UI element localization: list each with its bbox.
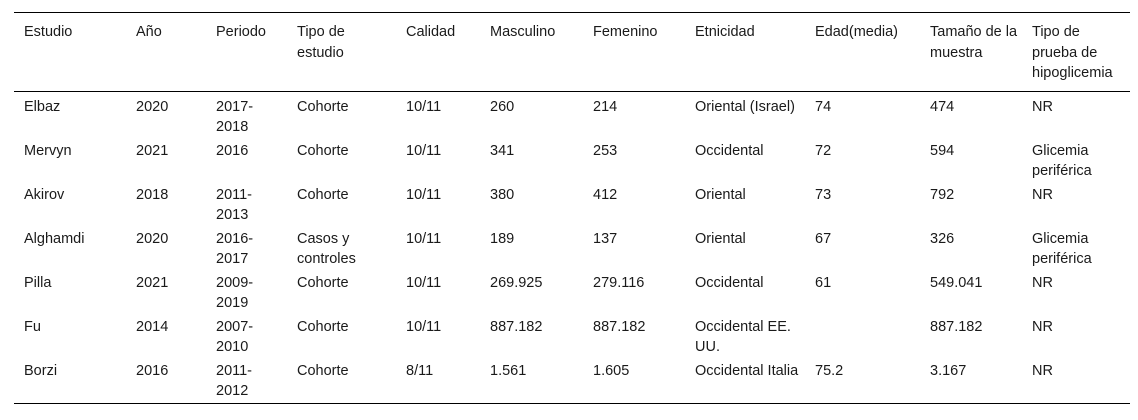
header-ano: Año bbox=[136, 24, 162, 40]
cell-estudio: Mervyn bbox=[24, 142, 72, 159]
cell-ano: 2018 bbox=[136, 186, 169, 203]
cell-ano: 2021 bbox=[136, 274, 169, 291]
cell-tipo-prueba: NR bbox=[1032, 274, 1053, 291]
cell-edad: 75.2 bbox=[815, 362, 844, 379]
cell-masculino: 269.925 bbox=[490, 274, 543, 291]
cell-edad: 61 bbox=[815, 274, 832, 291]
cell-femenino: 137 bbox=[593, 230, 618, 247]
cell-tipo-prueba: NR bbox=[1032, 318, 1053, 335]
cell-ano: 2014 bbox=[136, 318, 169, 335]
cell-tipo-estudio: Cohorte bbox=[297, 186, 349, 203]
table-row bbox=[14, 315, 1130, 359]
header-tipo-estudio: Tipo de estudio bbox=[297, 24, 345, 61]
cell-calidad: 8/11 bbox=[406, 362, 434, 379]
cell-estudio: Pilla bbox=[24, 274, 52, 291]
cell-ano: 2020 bbox=[136, 230, 169, 247]
cell-ano: 2021 bbox=[136, 142, 169, 159]
cell-etnicidad: Occidental bbox=[695, 274, 764, 291]
cell-femenino: 412 bbox=[593, 186, 618, 203]
cell-femenino: 214 bbox=[593, 98, 618, 115]
cell-tipo-prueba: Glicemia periférica bbox=[1032, 230, 1092, 267]
table-row bbox=[14, 227, 1130, 271]
cell-calidad: 10/11 bbox=[406, 142, 442, 159]
cell-tipo-estudio: Cohorte bbox=[297, 318, 349, 335]
cell-tipo-estudio: Cohorte bbox=[297, 142, 349, 159]
cell-periodo: 2007-2010 bbox=[216, 318, 254, 355]
cell-periodo: 2016-2017 bbox=[216, 230, 254, 267]
cell-masculino: 380 bbox=[490, 186, 515, 203]
header-femenino: Femenino bbox=[593, 24, 658, 40]
cell-masculino: 341 bbox=[490, 142, 515, 159]
cell-femenino: 253 bbox=[593, 142, 618, 159]
header-calidad: Calidad bbox=[406, 24, 456, 40]
cell-periodo: 2009-2019 bbox=[216, 274, 254, 311]
cell-calidad: 10/11 bbox=[406, 318, 442, 335]
cell-tamano-muestra: 887.182 bbox=[930, 318, 983, 335]
cell-femenino: 887.182 bbox=[593, 318, 646, 335]
cell-estudio: Borzi bbox=[24, 362, 58, 379]
cell-periodo: 2017-2018 bbox=[216, 98, 254, 135]
cell-tipo-prueba: NR bbox=[1032, 186, 1053, 203]
header-row bbox=[14, 13, 1130, 92]
cell-tipo-prueba: Glicemia periférica bbox=[1032, 142, 1092, 179]
cell-etnicidad: Occidental EE. UU. bbox=[695, 318, 791, 355]
table-row bbox=[14, 359, 1130, 404]
cell-etnicidad: Oriental bbox=[695, 230, 746, 247]
header-estudio: Estudio bbox=[24, 24, 73, 40]
cell-tamano-muestra: 792 bbox=[930, 186, 955, 203]
study-table-container bbox=[14, 12, 1130, 404]
cell-tamano-muestra: 3.167 bbox=[930, 362, 967, 379]
cell-etnicidad: Oriental bbox=[695, 186, 746, 203]
cell-masculino: 260 bbox=[490, 98, 515, 115]
cell-tamano-muestra: 326 bbox=[930, 230, 955, 247]
table-row bbox=[14, 139, 1130, 183]
cell-calidad: 10/11 bbox=[406, 98, 442, 115]
header-tipo-prueba: Tipo de prueba de hipoglicemia bbox=[1032, 24, 1113, 81]
cell-tipo-estudio: Cohorte bbox=[297, 362, 349, 379]
cell-periodo: 2016 bbox=[216, 142, 249, 159]
table-row bbox=[14, 271, 1130, 315]
cell-edad: 67 bbox=[815, 230, 832, 247]
cell-edad bbox=[805, 315, 920, 359]
cell-edad: 74 bbox=[815, 98, 832, 115]
cell-estudio: Alghamdi bbox=[24, 230, 85, 247]
cell-tipo-estudio: Casos y controles bbox=[297, 230, 356, 267]
header-tamano-muestra: Tamaño de la muestra bbox=[930, 24, 1018, 61]
header-masculino: Masculino bbox=[490, 24, 556, 40]
cell-periodo: 2011-2012 bbox=[216, 362, 253, 399]
cell-etnicidad: Occidental Italia bbox=[695, 362, 799, 379]
header-periodo: Periodo bbox=[216, 24, 266, 40]
cell-estudio: Akirov bbox=[24, 186, 65, 203]
table-row bbox=[14, 91, 1130, 139]
header-etnicidad: Etnicidad bbox=[695, 24, 755, 40]
cell-ano: 2016 bbox=[136, 362, 169, 379]
cell-tamano-muestra: 474 bbox=[930, 98, 955, 115]
cell-masculino: 887.182 bbox=[490, 318, 543, 335]
cell-masculino: 189 bbox=[490, 230, 515, 247]
cell-periodo: 2011-2013 bbox=[216, 186, 253, 223]
table-header bbox=[14, 13, 1130, 92]
cell-edad: 72 bbox=[815, 142, 832, 159]
study-table bbox=[14, 12, 1130, 404]
cell-calidad: 10/11 bbox=[406, 230, 442, 247]
cell-edad: 73 bbox=[815, 186, 832, 203]
cell-femenino: 279.116 bbox=[593, 274, 645, 291]
cell-estudio: Fu bbox=[24, 318, 41, 335]
cell-calidad: 10/11 bbox=[406, 186, 442, 203]
cell-etnicidad: Occidental bbox=[695, 142, 764, 159]
cell-tamano-muestra: 549.041 bbox=[930, 274, 983, 291]
cell-etnicidad: Oriental (Israel) bbox=[695, 98, 795, 115]
header-edad: Edad(media) bbox=[815, 24, 899, 40]
cell-tipo-prueba: NR bbox=[1032, 362, 1053, 379]
cell-tamano-muestra: 594 bbox=[930, 142, 955, 159]
cell-estudio: Elbaz bbox=[24, 98, 61, 115]
table-row bbox=[14, 183, 1130, 227]
cell-ano: 2020 bbox=[136, 98, 169, 115]
table-body bbox=[14, 91, 1130, 403]
cell-tipo-estudio: Cohorte bbox=[297, 274, 349, 291]
cell-femenino: 1.605 bbox=[593, 362, 630, 379]
cell-calidad: 10/11 bbox=[406, 274, 442, 291]
cell-tipo-estudio: Cohorte bbox=[297, 98, 349, 115]
cell-masculino: 1.561 bbox=[490, 362, 527, 379]
cell-tipo-prueba: NR bbox=[1032, 98, 1053, 115]
